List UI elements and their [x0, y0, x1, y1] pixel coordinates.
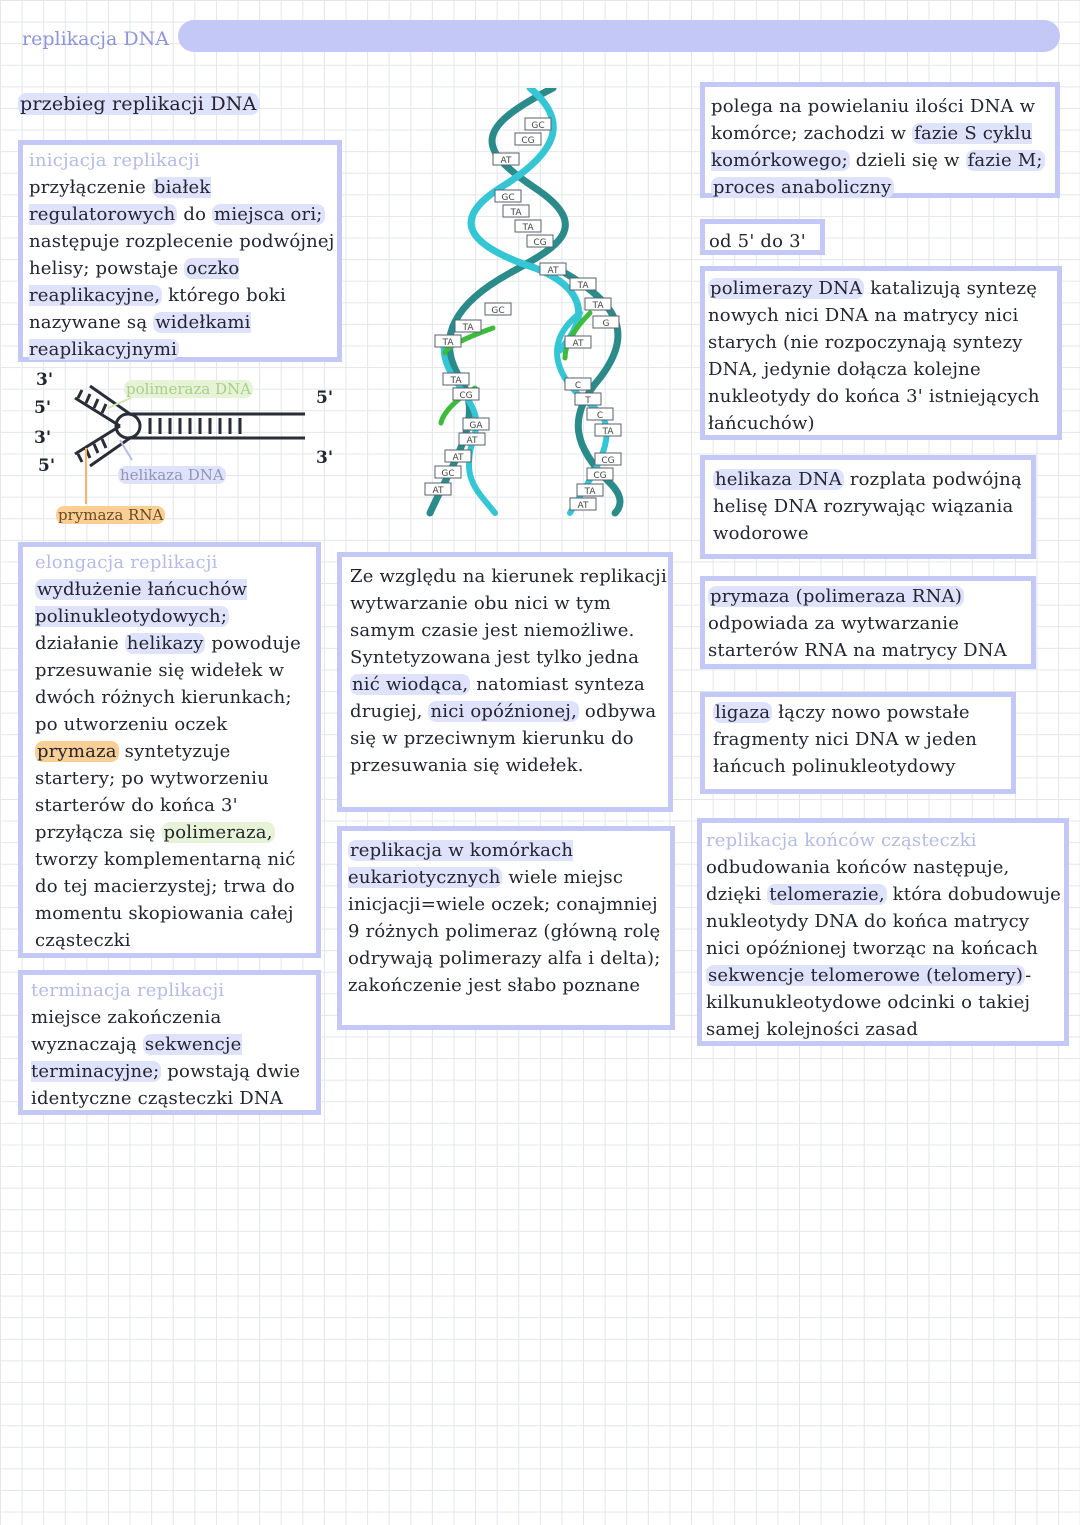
base-pair-label: AT [466, 436, 478, 446]
base-pair-label: TA [602, 427, 614, 437]
base-pair-label: TA [577, 281, 589, 291]
termination-text: miejsce zakończenia wyznaczają sekwencje terminacyjne; powstają dwie identyczne cząsteczki DNA [31, 1007, 301, 1109]
ligase-text: ligaza łączy nowo powstałe fragmenty nici DNA w jeden łańcuch polinukleotydowy [713, 702, 978, 777]
termination-title: terminacja replikacji [31, 980, 225, 1001]
helix-svg [415, 88, 645, 518]
direction-note-box [337, 552, 673, 812]
replication-fork-diagram [20, 368, 350, 533]
eukaryotes-box [337, 826, 675, 1030]
eukaryotes-text: replikacja w komórkach eukariotycznych wiele miejsc inicjacji=wiele oczek; conajmniej 9 różnych polimeraz (główną rolę odrywają polimerazy alfa i delta); zakończenie jest słabo poznane [348, 840, 661, 996]
base-pair-label: C [574, 381, 582, 391]
base-pair-label: CG [593, 471, 607, 481]
base-pair-label: CG [459, 391, 473, 401]
base-pair-label: TA [510, 208, 522, 218]
elongation-title: elongacja replikacji [35, 552, 218, 573]
end-3-right: 3' [316, 448, 334, 468]
elongation-text: wydłużenie łańcuchów polinukleotydowych; działanie helikazy powoduje przesuwanie się widełek w dwóch różnych kierunkach; po utworzeniu oczek prymaza syntetyzuje startery; po wytworzeniu starterów do końca 3' przyłącza się polimeraza, tworzy komplementarną nić do tej macierzystej; trwa do momentu skopiowania całej cząsteczki [35, 579, 301, 951]
base-pair-label: TA [584, 487, 596, 497]
section-title-text: przebieg replikacji DNA [20, 93, 257, 115]
title-bar [178, 20, 1060, 52]
end-3-mid: 3' [34, 428, 52, 448]
definition-text: polega na powielaniu ilości DNA w komórce; zachodzi w fazie S cyklu komórkowego; dzieli się w fazie M; proces anaboliczny [711, 96, 1043, 198]
base-pair-label: CG [521, 136, 535, 146]
primase-box [700, 576, 1036, 669]
base-pair-label: GC [441, 469, 455, 479]
base-pair-label: TA [592, 301, 604, 311]
polymerases-box [700, 266, 1062, 440]
page-title: replikacja DNA [22, 28, 169, 50]
base-pair-label: TA [522, 223, 534, 233]
base-pair-label: G [602, 319, 610, 329]
direction-text: od 5' do 3' [709, 231, 806, 252]
base-pair-label: AT [500, 156, 512, 166]
polymerases-text: polimerazy DNA katalizują syntezę nowych nici DNA na matrycy nici starych (nie rozpoczynają syntezy DNA, jedynie dołącza kolejne nukleotydy do końca 3' istniejących łańcuchów) [708, 278, 1040, 434]
base-pair-label: GC [531, 121, 545, 131]
base-pair-label: GA [469, 421, 483, 431]
base-pair-label: GC [491, 306, 505, 316]
base-pair-label: CG [601, 456, 615, 466]
direction-note-text: Ze względu na kierunek replikacji wytwarzanie obu nici w tym samym czasie jest niemożliwe. Syntetyzowana jest tylko jedna nić wiodąca, natomiast synteza drugiej, nici opóźnionej, odbywa się w przeciwnym kierunku do przesuwania się widełek. [350, 566, 667, 776]
end-3-top: 3' [36, 370, 54, 390]
base-pair-label: TA [442, 338, 454, 348]
label-polymerase: polimeraza DNA [126, 380, 252, 398]
initiation-text: przyłączenie białek regulatorowych do miejsca ori; następuje rozplecenie podwójnej helisy; powstaje oczko reaplikacyjne, którego boki nazywane są widełkami reaplikacyjnymi [29, 177, 335, 360]
end-5-mid: 5' [34, 398, 52, 418]
elongation-box [18, 542, 321, 958]
ligase-box [700, 692, 1016, 794]
definition-box [700, 82, 1060, 198]
base-pair-label: AT [577, 501, 589, 511]
base-pair-label: TA [450, 376, 462, 386]
label-helicase: helikaza DNA [120, 466, 224, 484]
base-pair-label: AT [432, 486, 444, 496]
initiation-title: inicjacja replikacji [29, 150, 200, 171]
base-pair-label: CG [533, 238, 547, 248]
base-pair-label: AT [572, 339, 584, 349]
ends-box [697, 818, 1069, 1046]
base-pair-label: TA [462, 323, 474, 333]
direction-box [700, 219, 825, 255]
dna-helix-illustration [415, 88, 645, 518]
primase-text: prymaza (polimeraza RNA) odpowiada za wytwarzanie starterów RNA na matrycy DNA [708, 586, 1007, 661]
base-pair-label: AT [547, 266, 559, 276]
end-5-right: 5' [316, 388, 334, 408]
base-pair-label: AT [452, 453, 464, 463]
helicase-text: helikaza DNA rozplata podwójną helisę DNA rozrywając wiązania wodorowe [713, 469, 1022, 544]
base-pair-label: T [585, 396, 591, 406]
helicase-pointer [120, 440, 132, 460]
ends-title: replikacja końców cząsteczki [706, 830, 977, 851]
initiation-box [18, 140, 342, 362]
section-title [18, 91, 259, 118]
label-primase: prymaza RNA [58, 506, 164, 524]
helicase-box [700, 455, 1036, 559]
termination-box [18, 970, 321, 1115]
base-pair-label: C [596, 411, 604, 421]
end-5-bot: 5' [38, 456, 56, 476]
base-pair-label: GC [501, 193, 515, 203]
ends-text: odbudowania końców następuje, dzięki telomerazie, która dobudowuje nukleotydy DNA do końca matrycy nici opóźnionej tworząc na końcach sekwencje telomerowe (telomery) - kilkunukleotydowe odcinki o takiej samej kolejności zasad [706, 857, 1061, 1040]
